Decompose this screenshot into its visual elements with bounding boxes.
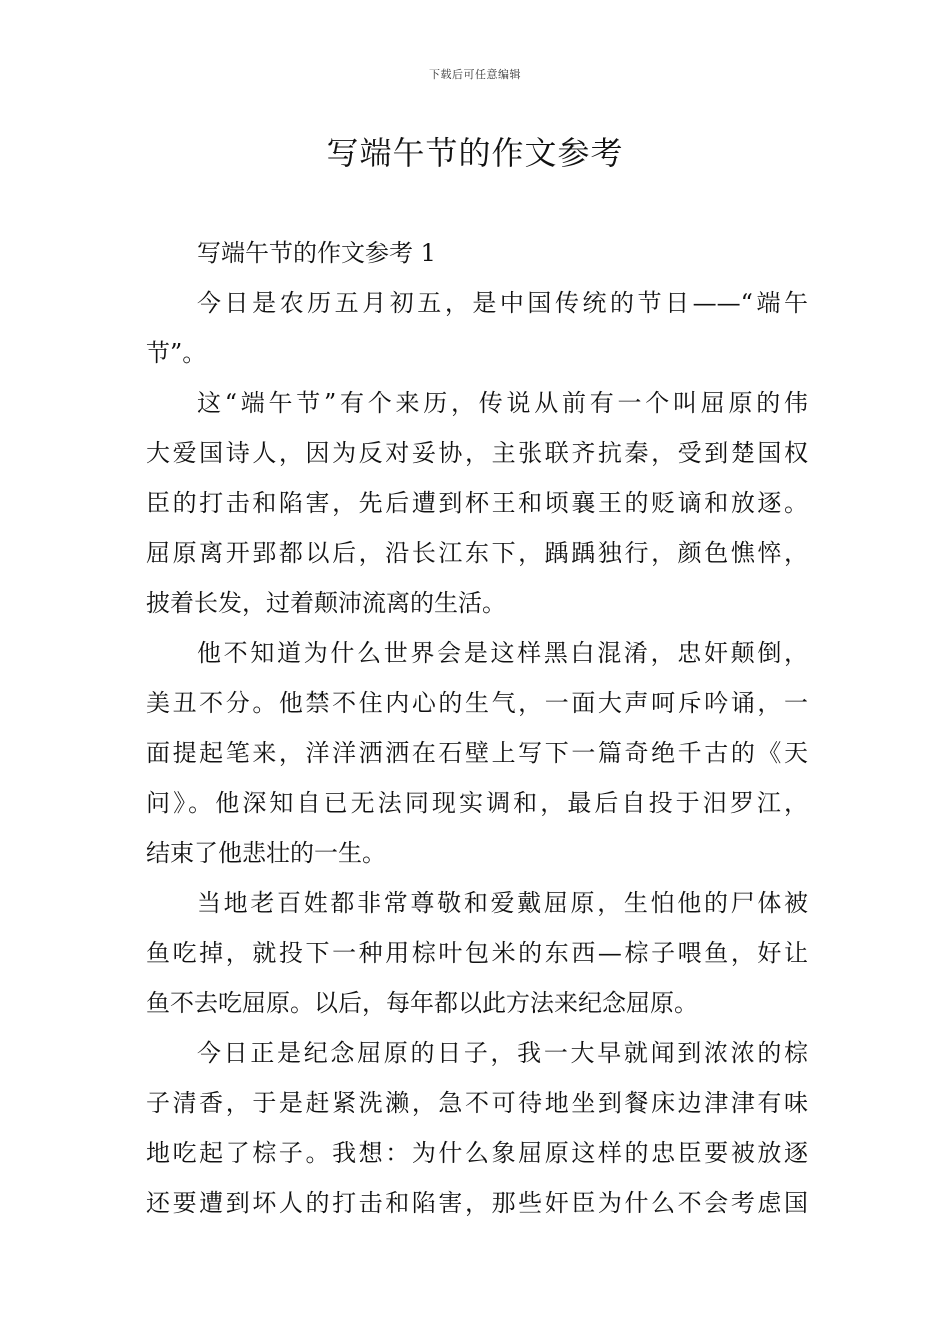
body-text-line: 屈原离开郢都以后，沿长江东下，踽踽独行，颜色憔悴， [146,539,808,567]
body-text-line: 大爱国诗人，因为反对妥协，主张联齐抗秦，受到楚国权 [146,439,808,467]
body-text-line: 鱼吃掉，就投下一种用棕叶包米的东西—棕子喂鱼，好让 [146,939,808,967]
body-text-line: 还要遭到坏人的打击和陷害，那些奸臣为什么不会考虑国 [146,1189,808,1217]
body-text-line: 当地老百姓都非常尊敬和爱戴屈原，生怕他的尸体被 [197,889,808,917]
body-text-line: 披着长发，过着颠沛流离的生活。 [146,589,506,617]
body-text-line: 这“端午节”有个来历，传说从前有一个叫屈原的伟 [197,389,808,417]
body-text-line: 臣的打击和陷害，先后遭到杯王和顷襄王的贬谪和放逐。 [146,489,808,517]
body-text-line: 地吃起了棕子。我想：为什么象屈原这样的忠臣要被放逐 [146,1139,808,1167]
document-body [146,228,808,1228]
body-text-line: 写端午节的作文参考 1 [197,239,436,267]
body-text-line: 今日正是纪念屈原的日子，我一大早就闻到浓浓的棕 [197,1039,808,1067]
body-text-line: 问》。他深知自已无法同现实调和，最后自投于汨罗江， [146,789,808,817]
body-text-line: 美丑不分。他禁不住内心的生气，一面大声呵斥吟诵，一 [146,689,808,717]
body-text-line: 子清香，于是赶紧洗濑，急不可待地坐到餐床边津津有味 [146,1089,808,1117]
document-title: 写端午节的作文参考 [326,134,624,172]
body-text-line: 结束了他悲壮的一生。 [146,839,386,867]
body-text-line: 他不知道为什么世界会是这样黑白混淆，忠奸颠倒， [197,639,808,667]
body-text-line: 今日是农历五月初五，是中国传统的节日——“端午 [197,289,808,317]
body-text-line: 节”。 [146,339,207,367]
header-note: 下载后可任意编辑 [429,68,521,81]
body-text-line: 鱼不去吃屈原。以后，每年都以此方法来纪念屈原。 [146,989,698,1017]
body-text-line: 面提起笔来，洋洋洒洒在石壁上写下一篇奇绝千古的《天 [146,739,808,767]
